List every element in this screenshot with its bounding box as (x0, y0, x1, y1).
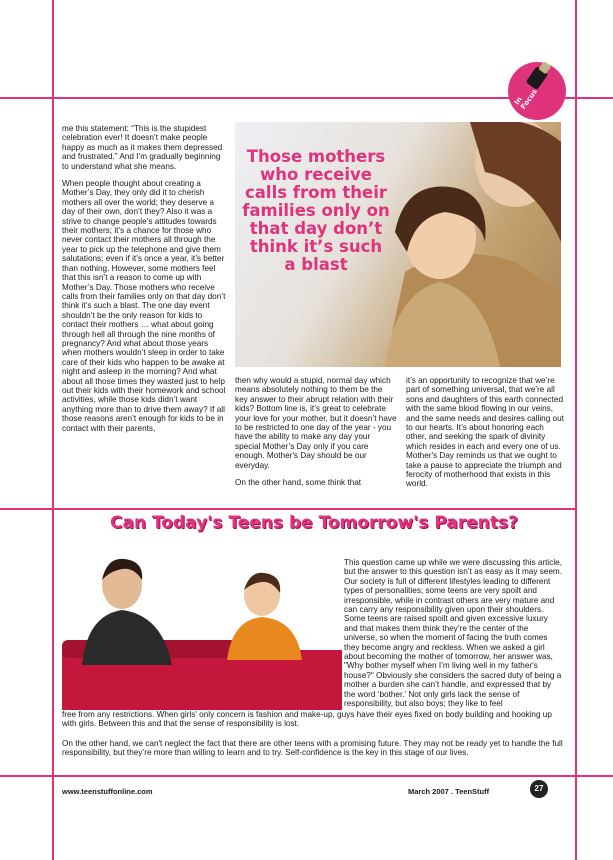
paragraph: it’s an opportunity to recognize that we’re part of something universal, that we’re all sons and daughters of this earth connected with the same blood flowing in our veins, and the same needs and desires calling out to our hearts. It’s about honoring each other, and seeking the spark of divinity which resides in each and every one of us. Mother's Day reminds us that we ought to take a pause to appreciate the triumph and ferocity of motherhood that exists in this world. (406, 376, 564, 489)
paragraph: On the other hand, some think that (235, 478, 362, 488)
page-number: 27 (530, 780, 548, 798)
paragraph: free from any restrictions. When girls' only concern is fashion and make-up, guys have their eyes fixed on body building and hooking up with girls. Between this and that the sense of responsibility is lost. (62, 710, 552, 729)
article-column-3 (406, 376, 564, 497)
article-2-side-text (344, 558, 562, 717)
left-border-line (52, 0, 54, 860)
bottom-divider (0, 775, 613, 777)
website-url: www.teenstuffonline.com (62, 787, 153, 796)
right-border-line (575, 0, 577, 860)
paragraph: On the other hand, we can't neglect the fact that there are other teens with a promising future. They may not be ready yet to handle the full responsibility, but they’re more than willing to learn and to try. Self-confidence is the key in this stage of our lives. (62, 738, 563, 758)
article-headline: Can Today's Teens be Tomorrow's Parents? (110, 513, 518, 533)
pull-quote: Those mothers who receive calls from their families only on that day don’t think it’s such a blast (242, 147, 390, 274)
article-2-full-text (62, 710, 564, 766)
issue-label: March 2007 . TeenStuff (408, 787, 490, 796)
article-column-2 (235, 376, 397, 495)
paragraph: When people thought about creating a Mother’s Day, they only did it to cherish mothers all over the world; they deserve a day of their own, don’t they? Also it was a strive to change people’s attitudes towards their mothers; it’s a chance for those who never contact their mothers all through the year to pick up the telephone and give them salutations; even if it’s once a year, it’s better than nothing. However, some mothers feel that this isn’t a reason to come up with Mother’s Day. Those mothers who receive calls from their families only on that day don’t think it’s such a blast. The one day event shouldn’t be the only reason for kids to contact their mothers … what about going through hell all through the nine months of pregnancy? And what about those years when mothers wouldn’t sleep in order to take care of their kids who happen to be awake at night and asleep in the morning? And what about all those times they wasted just to help out their kids with their homework and school activities, while those kids didn’t want anything more than to drive them away? If all those reasons aren’t enough for kids to be in contact with their parents, (62, 179, 226, 433)
photo-illustration (62, 555, 342, 710)
father-son-photo (62, 555, 342, 710)
paragraph: then why would a stupid, normal day which means absolutely nothing to them be the key answer to their abrupt relation with their kids? Bottom line is, it’s great to celebrate your love for your mother, but it doesn’t have to be restricted to one day of the year - you have the ability to make any day your special Mother’s Day only if you care enough. Mother's Day should be our everyday. (235, 376, 397, 470)
paragraph: me this statement: “This is the stupidest celebration ever! It doesn’t make people happy as much as it makes them depressed and frustrated.” And I’m gradually beginning to understand what she means. (62, 124, 223, 171)
section-badge-label: In Focus (512, 87, 539, 111)
middle-divider (0, 508, 575, 510)
paragraph: This question came up while we were discussing this article, but the answer to this question isn’t as easy as it may seem. Our society is full of different lifestyles leading to different types of personalities; some teens are very spoilt and irresponsible, while in contrast others are very mature and can carry any responsibility given upon their shoulders. Some teens are raised spoilt and given excessive luxury and that makes them think they’re the center of the universe, so when the moment of facing the truth comes they become angry and reckless. When we asked a girl about becoming the mother of tomorrow, her answer was, "Why bother myself when I’m living well in my father's house?" Obviously she considers the sacred duty of being a mother a burden she can’t handle, and expressed that by the word ‘bother.’ Not only girls lack the sense of responsibility, but also boys; they like to feel (344, 558, 562, 709)
article-column-1 (62, 124, 228, 441)
